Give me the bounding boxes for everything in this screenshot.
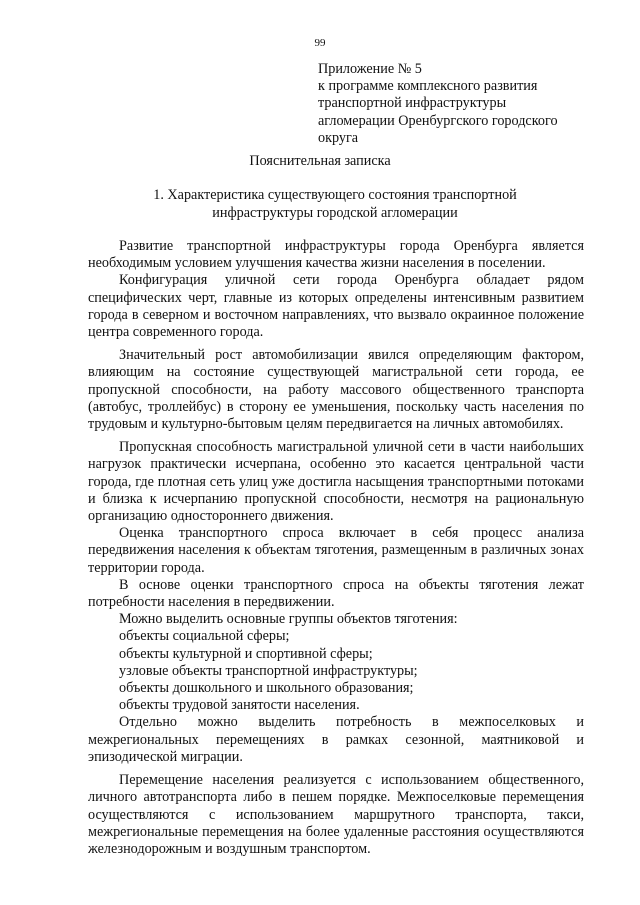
paragraph: Отдельно можно выделить потребность в межпоселковых и межрегиональных перемещениях в рамках сезонной, маятниковой и эпизодической миграции. [88, 714, 584, 765]
list-item: узловые объекты транспортной инфраструктуры; [119, 662, 418, 679]
section-heading [100, 187, 570, 222]
list-item: объекты дошкольного и школьного образования; [119, 680, 414, 697]
appendix-line: к программе комплексного развития [318, 78, 538, 95]
note-title: Пояснительная записка [249, 153, 391, 169]
appendix-line: транспортной инфраструктуры [318, 95, 507, 112]
paragraph: Можно выделить основные группы объектов тяготения: [119, 611, 458, 628]
paragraph: Значительный рост автомобилизации явился определяющим фактором, влияющим на состояние существующей магистральной сети города, ее пропускной способности, на работу массового общественного транспорта (автобус, троллейбус) в сторону ее уменьшения, поскольку часть населения по трудовым и культурно-бытовым целям передвигается на личных автомобилях. [88, 347, 584, 433]
appendix-line: округа [318, 129, 359, 146]
list-item: объекты трудовой занятости населения. [119, 697, 360, 714]
paragraph: Пропускная способность магистральной уличной сети в части наибольших нагрузок практически исчерпана, особенно это касается центральной части города, где плотная сеть улиц уже достигла насыщения транспортными потоками и близка к исчерпанию пропускной способности, несмотря на рациональную организацию одностороннего движения. [88, 439, 584, 525]
list-item: объекты социальной сферы; [119, 628, 290, 645]
paragraph: Оценка транспортного спроса включает в себя процесс анализа передвижения населения к объектам тяготения, размещенным в различных зонах территории города. [88, 525, 584, 576]
body-text [88, 238, 584, 858]
paragraph: Развитие транспортной инфраструктуры города Оренбурга является необходимым условием улучшения качества жизни населения в поселении. [88, 238, 584, 272]
list-item: объекты культурной и спортивной сферы; [119, 645, 373, 662]
paragraph: Перемещение населения реализуется с использованием общественного, личного автотранспорта либо в пешем порядке. Межпоселковые перемещения осуществляются с использованием маршрутного транспорта, такси, межрегиональные перемещения на более удаленные расстояния осуществляются железнодорожным и воздушным транспортом. [88, 772, 584, 857]
appendix-line: Приложение № 5 [318, 61, 422, 77]
appendix-header [318, 61, 598, 147]
appendix-line: агломерации Оренбургского городского [318, 112, 558, 129]
section-heading-line: 1. Характеристика существующего состояния транспортной [153, 187, 517, 203]
paragraph: В основе оценки транспортного спроса на объекты тяготения лежат потребности населения в передвижении. [88, 576, 584, 611]
page-number: 99 [314, 37, 326, 49]
section-heading-line: инфраструктуры городской агломерации [212, 204, 458, 221]
paragraph: Конфигурация уличной сети города Оренбурга обладает рядом специфических черт, главные из которых определены интенсивным развитием города в северном и восточном направлениях, что вызвало окраинное положение центра современного города. [88, 272, 584, 341]
